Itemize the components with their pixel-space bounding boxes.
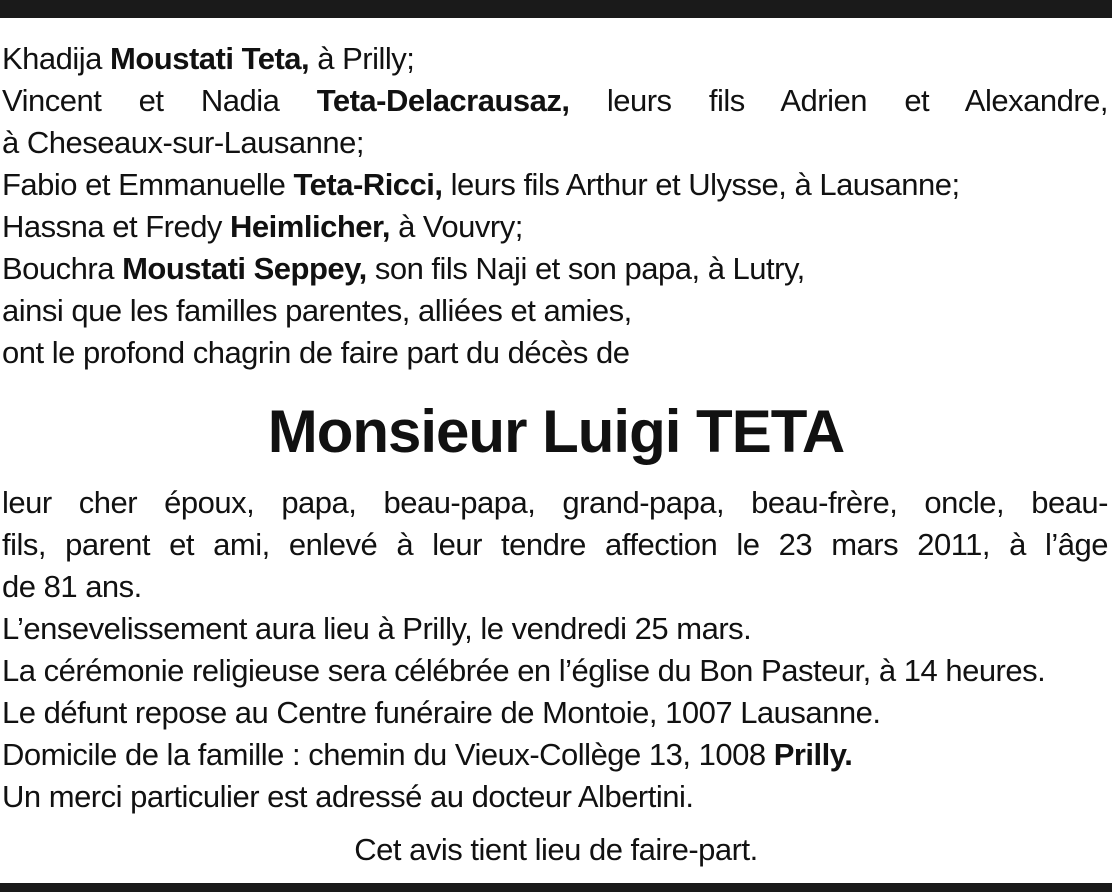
deceased-name-heading: Monsieur Luigi TETA — [267, 398, 845, 465]
family-name: Teta-Ricci, — [293, 167, 443, 202]
detail-line — [2, 734, 1108, 776]
bottom-border-rule — [0, 883, 1112, 892]
closing-note: Cet avis tient lieu de faire-part. — [354, 832, 758, 867]
family-text: leurs fils Arthur et Ulysse, à Lausanne; — [442, 167, 960, 202]
family-text: Fabio et Emmanuelle — [2, 167, 294, 202]
family-name: Teta-Delacrausaz, — [316, 83, 570, 118]
family-name: Heimlicher, — [230, 209, 390, 244]
detail-text: fils, parent et ami, enlevé à leur tendre affection le 23 mars 2011, à l’âge — [2, 527, 1108, 562]
detail-line — [2, 524, 1108, 566]
family-text: ont le profond chagrin de faire part du décès de — [2, 335, 630, 370]
family-name: Moustati Teta, — [110, 41, 310, 76]
detail-bold-text: Prilly. — [773, 737, 853, 772]
detail-line — [2, 608, 1108, 650]
family-text: Vincent et Nadia — [2, 83, 317, 118]
family-text: ainsi que les familles parentes, alliées et amies, — [2, 293, 632, 328]
family-text: Hassna et Fredy — [2, 209, 231, 244]
detail-line — [2, 482, 1108, 524]
family-text: Bouchra — [2, 251, 123, 286]
family-text: à Cheseaux-sur-Lausanne; — [2, 125, 364, 160]
family-line — [2, 122, 1108, 164]
family-line — [2, 332, 1108, 374]
detail-text: Un merci particulier est adressé au docteur Albertini. — [2, 779, 694, 814]
family-text: son fils Naji et son papa, à Lutry, — [366, 251, 805, 286]
family-line — [2, 80, 1108, 122]
top-border-rule — [0, 0, 1112, 18]
detail-text: L’ensevelissement aura lieu à Prilly, le vendredi 25 mars. — [2, 611, 752, 646]
family-line — [2, 248, 1108, 290]
detail-text: leur cher époux, papa, beau-papa, grand-papa, beau-frère, oncle, beau- — [2, 485, 1108, 520]
detail-line — [2, 650, 1108, 692]
detail-text: Le défunt repose au Centre funéraire de Montoie, 1007 Lausanne. — [2, 695, 881, 730]
detail-text: La cérémonie religieuse sera célébrée en l’église du Bon Pasteur, à 14 heures. — [2, 653, 1046, 688]
detail-line — [2, 566, 1108, 608]
detail-line — [2, 776, 1108, 818]
family-line — [2, 290, 1108, 332]
detail-line — [2, 692, 1108, 734]
detail-text: de 81 ans. — [2, 569, 142, 604]
family-text: Khadija — [2, 41, 111, 76]
detail-text: Domicile de la famille : chemin du Vieux-Collège 13, 1008 — [2, 737, 774, 772]
family-line — [2, 206, 1108, 248]
family-text: à Vouvry; — [389, 209, 523, 244]
family-line — [2, 38, 1108, 80]
family-name: Moustati Seppey, — [122, 251, 367, 286]
family-text: à Prilly; — [309, 41, 415, 76]
family-text: leurs fils Adrien et Alexandre, — [569, 83, 1108, 118]
family-line — [2, 164, 1108, 206]
